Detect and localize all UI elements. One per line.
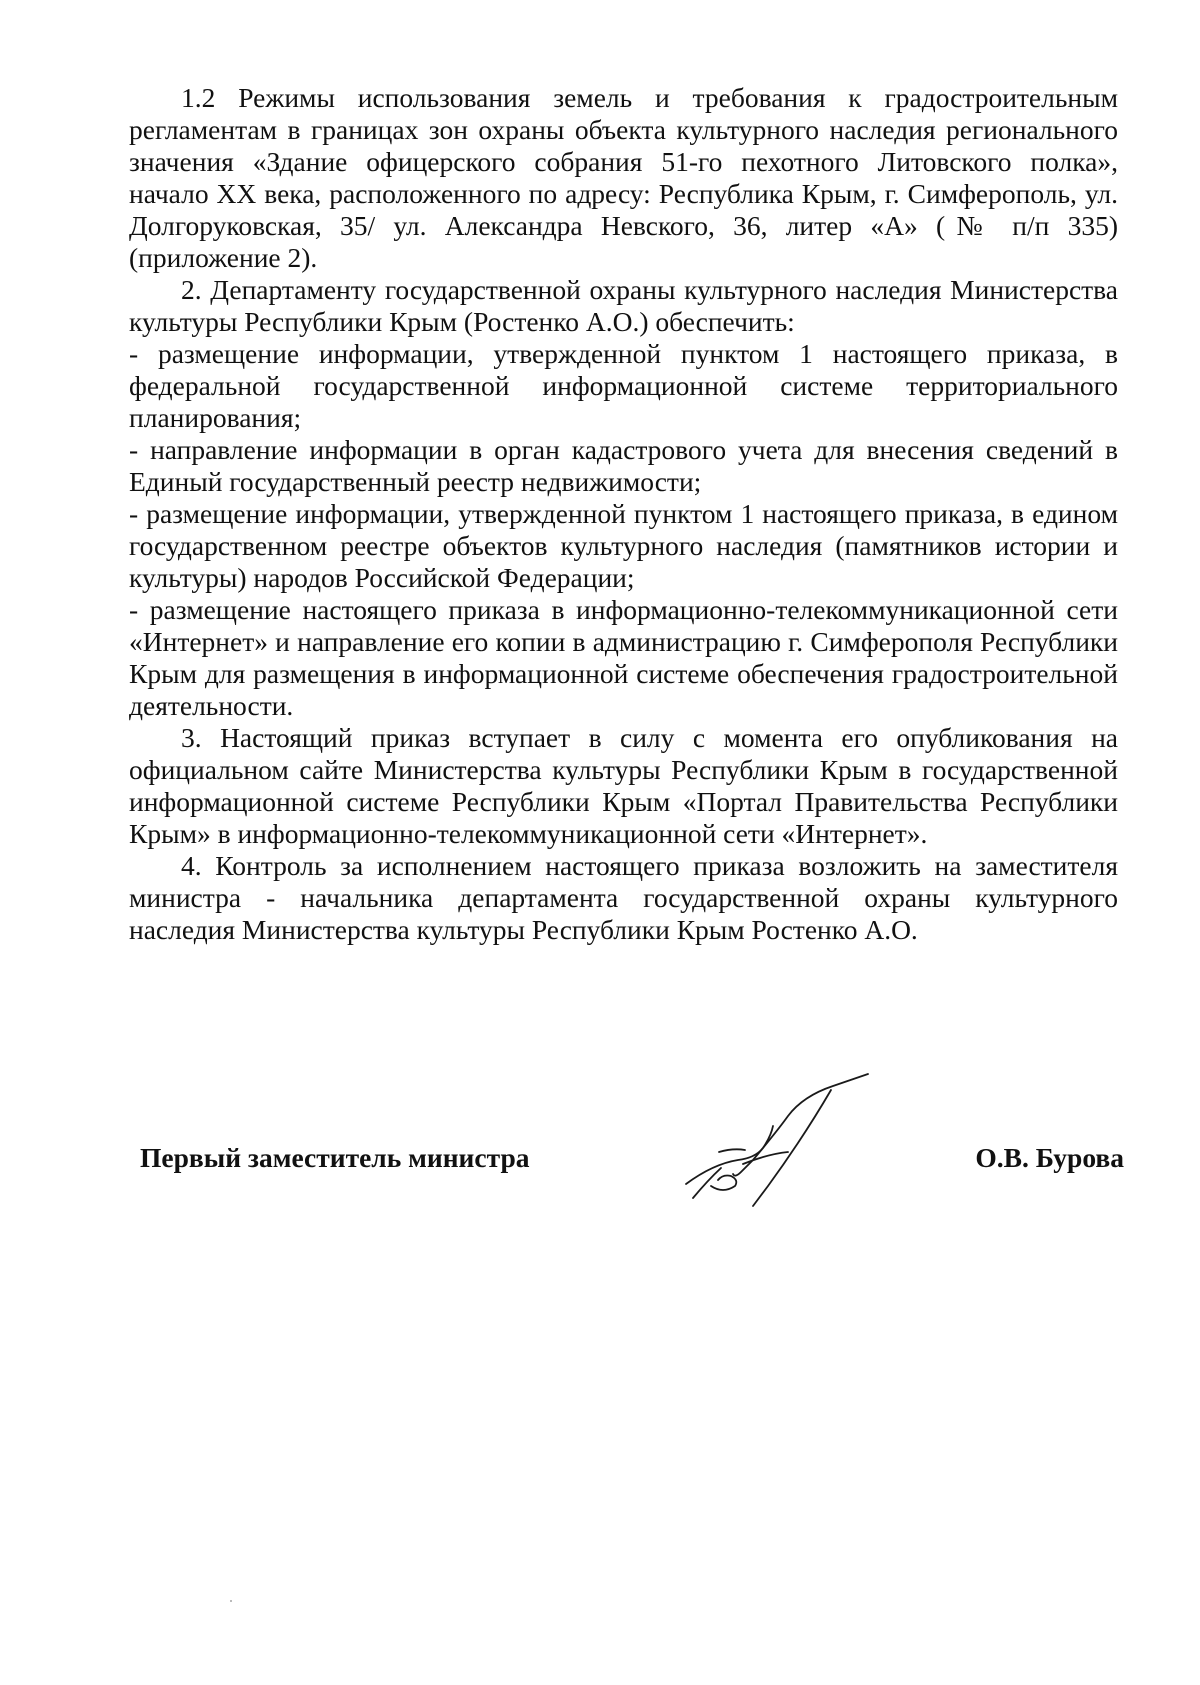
list-item-heritage-registry: - размещение информации, утвержденной пунктом 1 настоящего приказа, в едином государственном реестре объектов культурного наследия (памятников истории и культуры) народов Российской Федерации; [129, 498, 1118, 593]
list-item-internet-publication: - размещение настоящего приказа в информационно-телекоммуникационной сети «Интернет» и направление его копии в администрацию г. Симферополя Республики Крым для размещения в информационной системе обеспечения градостроительной деятельности. [129, 594, 1118, 721]
list-item-federal-system: - размещение информации, утвержденной пунктом 1 настоящего приказа, в федеральной государственной информационной системе территориального планирования; [129, 338, 1118, 433]
signatory-position: Первый заместитель министра [140, 1142, 530, 1173]
document-body [129, 82, 1118, 946]
paragraph-2-department-order: 2. Департаменту государственной охраны культурного наследия Министерства культуры Республики Крым (Ростенко А.О.) обеспечить: [129, 274, 1118, 337]
paragraph-3-effective-date: 3. Настоящий приказ вступает в силу с момента его опубликования на официальном сайте Министерства культуры Республики Крым в государственной информационной системе Республики Крым «Портал Правительства Республики Крым» в информационно-телекоммуникационной сети «Интернет». [129, 722, 1118, 849]
paragraph-4-control: 4. Контроль за исполнением настоящего приказа возложить на заместителя министра - начальника департамента государственной охраны культурного наследия Министерства культуры Республики Крым Ростенко А.О. [129, 850, 1118, 945]
paragraph-1-2-land-use: 1.2 Режимы использования земель и требования к градостроительным регламентам в границах зон охраны объекта культурного наследия регионального значения «Здание офицерского собрания 51-го пехотного Литовского полка», начало XX века, расположенного по адресу: Республика Крым, г. Симферополь, ул. Долгоруковская, 35/ ул. Александра Невского, 36, литер «А» (№ п/п 335) (приложение 2). [129, 82, 1118, 273]
signature-block [129, 1142, 1124, 1182]
scan-artifact [230, 1600, 232, 1602]
signatory-name: О.В. Бурова [975, 1142, 1124, 1173]
list-item-cadastral-registry: - направление информации в орган кадастрового учета для внесения сведений в Единый государственный реестр недвижимости; [129, 434, 1118, 497]
handwritten-signature [683, 1068, 943, 1218]
